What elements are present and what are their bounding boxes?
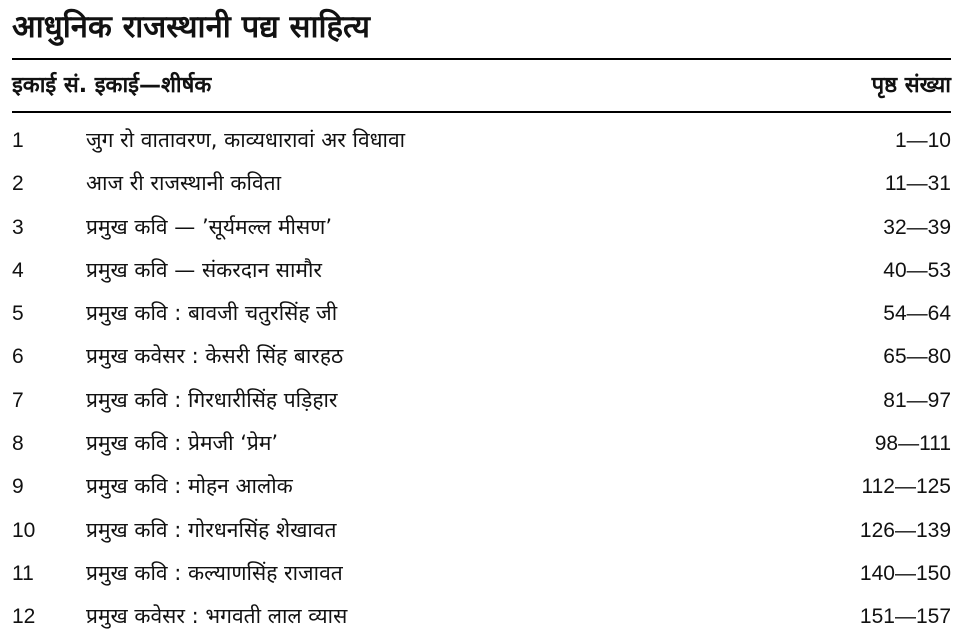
unit-title: प्रमुख कवेसर : भगवती लाल व्यास (86, 604, 348, 629)
unit-title: प्रमुख कवि : मोहन आलोक (86, 474, 293, 499)
table-row (12, 379, 951, 422)
unit-title: जुग रो वातावरण, काव्यधारावां अर विधावा (86, 128, 406, 152)
page-range: 40—53 (883, 258, 951, 282)
table-row (12, 465, 951, 508)
page-range: 126—139 (859, 518, 951, 542)
unit-number: 4 (12, 258, 24, 282)
unit-number: 3 (12, 215, 24, 239)
table-row (12, 552, 951, 595)
unit-number: 7 (12, 388, 24, 412)
contents-list (12, 119, 951, 639)
page-range: 11—31 (884, 172, 951, 196)
table-row (12, 509, 951, 552)
unit-column-header: इकाई सं. इकाई—शीर्षक (12, 73, 212, 98)
page-range: 54—64 (883, 302, 951, 326)
unit-title: प्रमुख कवि : प्रेमजी ‘प्रेम’ (86, 431, 279, 456)
unit-number: 10 (12, 518, 36, 542)
unit-title: प्रमुख कवि : गिरधारीसिंह पड़िहार (86, 387, 338, 412)
unit-title: आज री राजस्थानी कविता (86, 171, 282, 196)
unit-number: 5 (12, 302, 24, 326)
unit-title: प्रमुख कवि — संकरदान सामौर (86, 257, 323, 282)
table-row (12, 119, 951, 162)
page-range: 65—80 (883, 345, 951, 369)
header-bottom-rule (12, 111, 951, 113)
unit-number: 6 (12, 345, 24, 369)
table-row (12, 206, 951, 249)
unit-number: 1 (12, 129, 24, 152)
unit-title: प्रमुख कवि : कल्याणसिंह राजावत (86, 560, 343, 585)
unit-number: 9 (12, 475, 24, 499)
table-row (12, 422, 951, 465)
page-range: 151—157 (859, 605, 951, 629)
page-range: 1—10 (894, 129, 951, 152)
table-header (12, 64, 951, 108)
table-row (12, 162, 951, 205)
unit-title: प्रमुख कवि — ’सूर्यमल्ल मीसण’ (86, 214, 332, 239)
document-title: आधुनिक राजस्थानी पद्य साहित्य (12, 9, 370, 45)
unit-number: 2 (12, 172, 24, 196)
unit-number: 12 (12, 605, 36, 629)
unit-title: प्रमुख कवेसर : केसरी सिंह बारहठ (86, 344, 344, 369)
page-range: 140—150 (859, 561, 951, 585)
unit-title: प्रमुख कवि : बावजी चतुरसिंह जी (86, 301, 338, 326)
table-row (12, 335, 951, 378)
page-column-header: पृष्ठ संख्या (871, 73, 951, 98)
header-top-rule (12, 58, 951, 60)
unit-number: 8 (12, 432, 24, 456)
unit-title: प्रमुख कवि : गोरधनसिंह शेखावत (86, 517, 337, 542)
page-range: 98—111 (874, 432, 951, 456)
page-range: 32—39 (883, 215, 951, 239)
page-range: 81—97 (883, 388, 951, 412)
table-row (12, 249, 951, 292)
page-range: 112—125 (861, 475, 951, 499)
table-row (12, 292, 951, 335)
table-row (12, 595, 951, 638)
unit-number: 11 (12, 561, 34, 585)
